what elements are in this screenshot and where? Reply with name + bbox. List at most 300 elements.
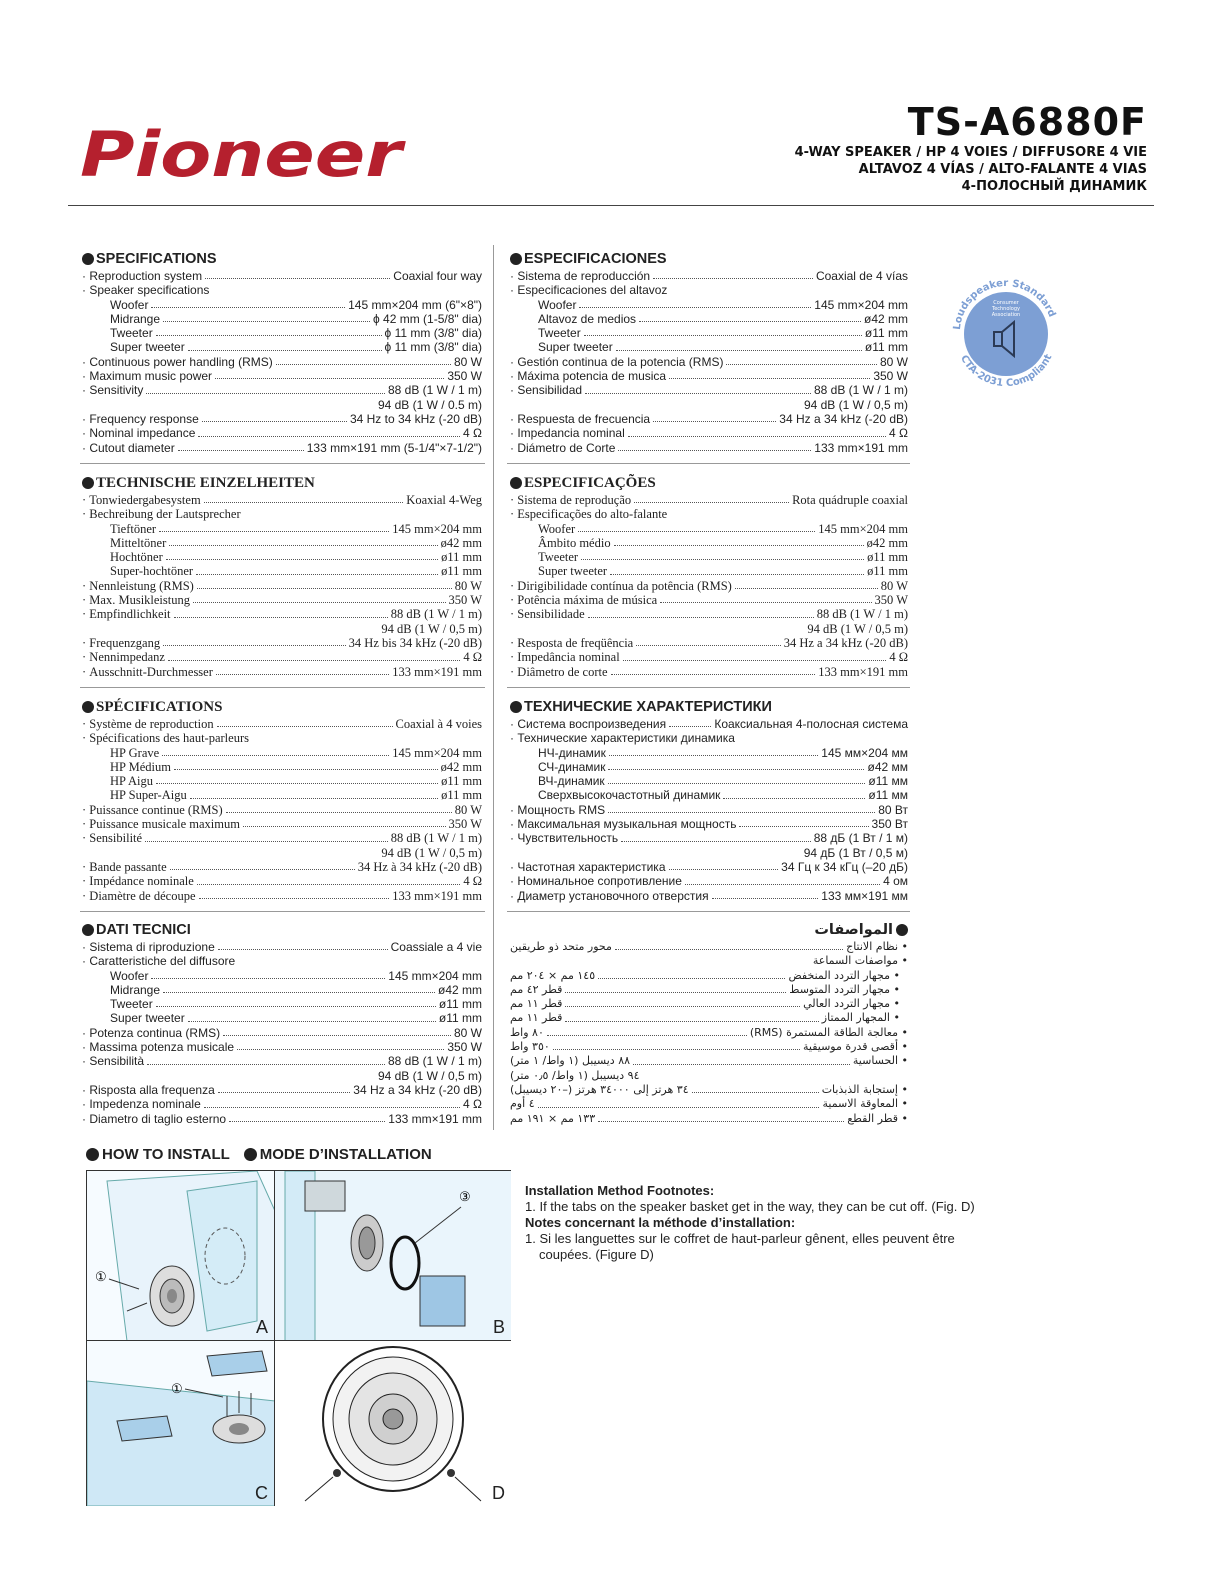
dot-leader (660, 593, 871, 603)
spec-row (82, 846, 482, 860)
spec-row (510, 1011, 908, 1025)
spec-value: 34 Hz to 34 kHz (-20 dB) (349, 411, 482, 426)
spec-value: 4 Ω (463, 1097, 482, 1112)
dot-leader (197, 874, 461, 884)
section-divider (80, 911, 485, 912)
spec-value: 4 Ω (889, 426, 908, 441)
spec-label: · Sistema de reprodução (510, 493, 631, 507)
spec-value: 34 Hz a 34 kHz (-20 dB) (353, 1082, 482, 1097)
section-title-de: TECHNISCHE EINZELHEITEN (82, 474, 482, 492)
figure-label-c: C (255, 1483, 268, 1503)
spec-value: 88 dB (1 W / 1 m) (813, 383, 908, 398)
dot-leader (565, 997, 800, 1007)
spec-row (82, 355, 482, 369)
dot-leader (538, 1097, 820, 1107)
dot-leader (151, 298, 345, 308)
spec-label: · Диаметр установочного отверстия (510, 889, 709, 903)
spec-row (82, 940, 482, 954)
spec-label: · Sistema de reproducción (510, 269, 650, 283)
spec-value: 94 dB (1 W / 0,5 m) (377, 1068, 482, 1083)
spec-row (510, 298, 908, 312)
spec-value: 34 Hz a 34 kHz (-20 dB) (783, 635, 908, 650)
spec-value: 145 mm×204 mm (814, 297, 908, 312)
dot-leader (215, 369, 444, 379)
dot-leader (735, 579, 878, 589)
section-title-ru: ТЕХНИЧЕСКИЕ ХАРАКТЕРИСТИКИ (510, 698, 908, 716)
spec-row (510, 426, 908, 440)
spec-label: · Impedância nominal (510, 650, 620, 664)
spec-row (510, 1054, 908, 1068)
spec-label: • مجهار التردد المتوسط (789, 983, 908, 997)
spec-row (82, 1097, 482, 1111)
spec-label: • أقصى قدرة موسيقية (803, 1040, 908, 1054)
spec-row (510, 1040, 908, 1054)
spec-row (510, 1097, 908, 1111)
spec-value: ٤ أوم (510, 1097, 535, 1111)
spec-label: · Dirigibilidade contínua da potência (RMS) (510, 579, 732, 593)
spec-row (510, 340, 908, 354)
spec-row (510, 636, 908, 650)
spec-label: · Impedancia nominal (510, 426, 625, 440)
dot-leader (588, 607, 814, 617)
spec-row (82, 1112, 482, 1126)
spec-label: · Nennleistung (RMS) (82, 579, 194, 593)
spec-value: 350 W (448, 817, 482, 832)
spec-label: • إستجابة الذبذبات (822, 1083, 908, 1097)
spec-value: Koaxial 4-Weg (406, 493, 482, 507)
dot-leader (636, 636, 780, 646)
dot-leader (565, 983, 786, 993)
spec-label: Super-hochtöner (110, 564, 194, 579)
figure-b-drawing (275, 1171, 511, 1341)
spec-value: 145 mm×204 mm (6"×8") (348, 297, 482, 312)
spec-label: · Nennimpedanz (82, 650, 165, 664)
badge-center-3: Association (991, 312, 1021, 318)
spec-label: · Ausschnitt-Durchmesser (82, 665, 213, 679)
spec-row (82, 1069, 482, 1083)
notes-en-item-1: 1. If the tabs on the speaker basket get in the way, they can be cut off. (Fig. D) (525, 1199, 975, 1214)
spec-label: HP Super-Aigu (110, 788, 187, 803)
brand-logo-text: Pioneer (80, 118, 407, 188)
spec-section-ru (510, 698, 908, 903)
spec-row (82, 1083, 482, 1097)
spec-value: 34 Hz a 34 kHz (-20 dB) (779, 411, 908, 426)
spec-value: ٣٤ هرتز إلى ٣٤٠٠٠ هرتز (–٢٠ ديسيبل) (510, 1082, 689, 1096)
figure-label-d: D (492, 1483, 505, 1503)
spec-label: · Bande passante (82, 860, 167, 874)
spec-row (510, 564, 908, 578)
spec-value: ϕ 11 mm (3/8" dia) (384, 340, 482, 355)
dot-leader (653, 412, 776, 422)
dot-leader (204, 493, 404, 503)
spec-row (510, 774, 908, 788)
bullet-icon (244, 1148, 257, 1161)
spec-row (82, 622, 482, 636)
spec-label: Tweeter (538, 550, 579, 565)
spec-row (82, 760, 482, 774)
spec-row (510, 983, 908, 997)
spec-row (82, 774, 482, 788)
dot-leader (151, 969, 385, 979)
spec-label: Super tweeter (538, 340, 613, 355)
spec-label: · Impedenza nominale (82, 1097, 201, 1111)
spec-label: HP Médium (110, 759, 171, 774)
spec-value: 34 Hz bis 34 kHz (-20 dB) (348, 635, 482, 650)
spec-label: · Continuous power handling (RMS) (82, 355, 273, 369)
spec-value: ø11 mm (864, 326, 908, 341)
section-divider (507, 463, 910, 464)
bullet-icon (82, 701, 94, 713)
spec-row (510, 1026, 908, 1040)
model-subtitle-3: 4-ПОЛОСНЫЙ ДИНАМИК (961, 179, 1147, 194)
pioneer-logo (80, 118, 410, 188)
spec-row (82, 326, 482, 340)
spec-label: ВЧ-динамик (538, 774, 605, 789)
badge-arc-top: Loudspeaker Standard (951, 277, 1058, 331)
figure-d-drawing (275, 1341, 511, 1506)
spec-row (510, 803, 908, 817)
dot-leader (196, 564, 438, 574)
spec-section-es (510, 250, 908, 455)
spec-value: 4 Ω (889, 650, 908, 665)
dot-leader (226, 803, 452, 813)
dot-leader (598, 1112, 844, 1122)
dot-leader (723, 788, 865, 798)
spec-value: Коаксиальная 4-полосная система (714, 717, 908, 731)
spec-value: ϕ 42 mm (1-5/8" dia) (372, 311, 482, 326)
spec-row (510, 746, 908, 760)
install-figures (86, 1170, 511, 1506)
dot-leader (229, 1112, 385, 1122)
dot-leader (163, 312, 370, 322)
spec-label: · Sensibilidade (510, 607, 585, 621)
dot-leader (685, 874, 880, 884)
notes-fr-title: Notes concernant la méthode d’installation: (525, 1215, 796, 1230)
dot-leader (166, 550, 438, 560)
spec-label: · Empfindlichkeit (82, 607, 171, 621)
spec-label: · Tonwiedergabesystem (82, 493, 201, 507)
spec-label: · Risposta alla frequenza (82, 1083, 215, 1097)
spec-label: СЧ-динамик (538, 759, 606, 774)
dot-leader (615, 940, 843, 950)
spec-label: · Maximum music power (82, 369, 212, 383)
spec-row (82, 636, 482, 650)
dot-leader (178, 441, 304, 451)
dot-leader (616, 340, 862, 350)
spec-label: • نظام الانتاج (846, 940, 908, 954)
spec-value: ø11 mm (438, 997, 482, 1012)
spec-label: Super tweeter (538, 564, 608, 579)
spec-label: · Cutout diameter (82, 441, 175, 455)
spec-row (510, 622, 908, 636)
spec-label: · Máxima potencia de musica (510, 369, 666, 383)
spec-value: 133 mm×191 mm (5-1/4"×7-1/2") (306, 440, 482, 455)
dot-leader (188, 1011, 436, 1021)
spec-section-fr (82, 698, 482, 903)
dot-leader (147, 1054, 385, 1064)
spec-value: 88 дБ (1 Вт / 1 м) (813, 831, 908, 846)
spec-section-ar (510, 921, 908, 1126)
spec-label: Woofer (110, 297, 149, 312)
spec-label: · Frequenzgang (82, 636, 160, 650)
spec-value: ø11 mm (441, 564, 482, 579)
model-subtitle-1: 4-WAY SPEAKER / HP 4 VOIES / DIFFUSORE 4 VIE (794, 145, 1147, 160)
spec-value: 94 дБ (1 Вт / 0,5 м) (803, 845, 908, 860)
dot-leader (199, 889, 390, 899)
section-title-en: SPECIFICATIONS (82, 250, 482, 268)
spec-label: Âmbito médio (538, 535, 611, 550)
spec-value: ø11 mm (441, 550, 482, 565)
figure-label-b: B (492, 1317, 505, 1337)
spec-value: قطر ١١ مم (510, 1011, 563, 1025)
badge-arc-bottom: CTA-2031 Compliant (958, 352, 1055, 390)
spec-value: Coassiale a 4 vie (390, 940, 482, 954)
spec-row (510, 269, 908, 283)
spec-value: ١٣٣ مم × ١٩١ مم (510, 1111, 596, 1125)
spec-value: ø11 mm (438, 1011, 482, 1026)
figure-a-drawing (87, 1171, 275, 1341)
spec-value: قطر ١١ مم (510, 997, 563, 1011)
spec-label: · Чувствительность (510, 831, 618, 845)
spec-value: Rota quádruple coaxial (792, 493, 908, 507)
spec-value: 80 W (454, 802, 482, 817)
spec-row (82, 340, 482, 354)
spec-label: Woofer (538, 521, 576, 536)
spec-row (510, 593, 908, 607)
spec-label: Super tweeter (110, 1011, 185, 1026)
dot-leader (639, 312, 861, 322)
spec-value: 350 W (447, 1040, 482, 1055)
spec-row (510, 607, 908, 621)
cta-compliance-badge (948, 270, 1063, 390)
spec-value: ø42 мм (867, 759, 908, 774)
bullet-icon (510, 701, 522, 713)
spec-label: · Massima potenza musicale (82, 1040, 234, 1054)
spec-value: 145 mm×204 mm (392, 745, 482, 760)
spec-label: НЧ-динамик (538, 745, 606, 760)
bullet-icon (82, 924, 94, 936)
dot-leader (578, 522, 815, 532)
spec-value: ø11 мм (868, 788, 908, 803)
callout-1b: ① (171, 1381, 183, 1396)
spec-value: 80 W (880, 578, 908, 593)
dot-leader (669, 717, 711, 727)
spec-row (510, 860, 908, 874)
dot-leader (159, 522, 389, 532)
dot-leader (170, 860, 355, 870)
section-title-pt: ESPECIFICAÇÕES (510, 474, 908, 492)
spec-value: ϕ 11 mm (3/8" dia) (384, 326, 482, 341)
spec-label: • مواصفات السماعة (813, 954, 908, 968)
spec-label: · Diamètre de découpe (82, 889, 196, 903)
spec-value: ø42 mm (863, 311, 908, 326)
spec-value: 88 dB (1 W / 1 m) (387, 1054, 482, 1069)
spec-row (82, 954, 482, 968)
dot-leader (669, 369, 870, 379)
spec-label: • قطر القطع (847, 1112, 908, 1126)
spec-value: 4 ом (883, 874, 908, 889)
dot-leader (611, 665, 816, 675)
spec-row (510, 522, 908, 536)
spec-value: ø11 mm (864, 340, 908, 355)
spec-row (82, 607, 482, 621)
spec-value: 34 Гц к 34 кГц (–20 дБ) (781, 859, 908, 874)
section-title-ar: المواصفات (510, 921, 908, 939)
spec-row (82, 817, 482, 831)
dot-leader (585, 383, 811, 393)
dot-leader (608, 803, 875, 813)
spec-label: · Puissance musicale maximum (82, 817, 240, 831)
model-name: TS-A6880F (907, 100, 1147, 144)
spec-value: 94 dB (1 W / 0,5 m) (381, 845, 482, 860)
spec-value: 145 mm×204 mm (818, 521, 908, 536)
spec-value: 133 mm×191 mm (814, 440, 908, 455)
spec-value: Coaxial four way (393, 269, 482, 283)
spec-value: ø42 mm (866, 535, 908, 550)
spec-value: 88 dB (1 W / 1 m) (390, 831, 482, 846)
spec-row (510, 760, 908, 774)
spec-value: 133 mm×191 mm (392, 888, 482, 903)
spec-row (82, 507, 482, 521)
spec-label: • المعاوقة الاسمية (822, 1097, 908, 1111)
bullet-icon (86, 1148, 99, 1161)
spec-label: Mitteltöner (110, 535, 167, 550)
spec-value: ø11 mm (867, 564, 908, 579)
model-block (795, 100, 1147, 195)
section-title-it: DATI TECNICI (82, 921, 482, 939)
install-title-en: HOW TO INSTALL (102, 1146, 230, 1163)
spec-row (82, 831, 482, 845)
dot-leader (216, 665, 389, 675)
spec-row (82, 1026, 482, 1040)
spec-value: Coaxial à 4 voies (395, 717, 482, 731)
spec-row (82, 1054, 482, 1068)
spec-label: · Sensibilidad (510, 383, 582, 397)
spec-value: 350 W (447, 369, 482, 384)
spec-label: · Sistema di riproduzione (82, 940, 215, 954)
spec-row (82, 1040, 482, 1054)
spec-label: · Максимальная музыкальная мощность (510, 817, 736, 831)
spec-value: ø11 mm (441, 788, 482, 803)
spec-label: · Система воспроизведения (510, 717, 666, 731)
spec-label: Woofer (538, 297, 577, 312)
spec-row (510, 536, 908, 550)
figure-b (275, 1171, 511, 1341)
spec-value: محور متحد ذو طريقين (510, 940, 612, 953)
dot-leader (156, 774, 438, 784)
spec-row (82, 665, 482, 679)
spec-label: · Sensibilité (82, 831, 142, 845)
spec-value: 350 Вт (871, 817, 908, 832)
install-notes (525, 1183, 995, 1263)
spec-label: Midrange (110, 311, 161, 326)
spec-label: · Respuesta de frecuencia (510, 412, 650, 426)
figure-c-drawing (87, 1341, 275, 1506)
spec-label: Midrange (110, 982, 161, 997)
spec-row (510, 507, 908, 521)
bullet-icon (510, 253, 522, 265)
spec-label: Сверхвысокочастотный динамик (538, 788, 721, 803)
bullet-icon (896, 924, 908, 936)
spec-label: • مجهار التردد العالي (803, 997, 908, 1011)
spec-row (82, 889, 482, 903)
spec-row (82, 522, 482, 536)
spec-value: 94 dB (1 W / 0,5 m) (803, 397, 908, 412)
spec-value: ٨٠ واط (510, 1025, 544, 1039)
spec-label: • الحساسية (853, 1054, 908, 1068)
spec-row (510, 579, 908, 593)
spec-section-it (82, 921, 482, 1126)
dot-leader (188, 340, 382, 350)
dot-leader (218, 1083, 351, 1093)
spec-label: · Max. Musikleistung (82, 593, 190, 607)
spec-label: Altavoz de medios (538, 311, 637, 326)
dot-leader (614, 536, 864, 546)
spec-label: · Diámetro de Corte (510, 441, 615, 455)
spec-row (510, 412, 908, 426)
badge-center-1: Consumer (993, 300, 1019, 306)
dot-leader (553, 1040, 800, 1050)
spec-value: 133 mm×191 mm (818, 664, 908, 679)
spec-section-pt (510, 474, 908, 679)
callout-3: ③ (459, 1189, 471, 1204)
spec-row (82, 283, 482, 297)
dot-leader (162, 746, 389, 756)
spec-value: 133 мм×191 мм (821, 888, 908, 903)
spec-value: ٩٤ ديسيبل (١ واط/ ٠٫٥ متر) (510, 1068, 640, 1082)
spec-row (510, 831, 908, 845)
header-divider (68, 205, 1154, 206)
dot-leader (169, 536, 437, 546)
section-title-fr: SPÉCIFICATIONS (82, 698, 482, 716)
dot-leader (634, 493, 789, 503)
section-divider (507, 687, 910, 688)
spec-value: ٨٨ ديسيبل (١ واط/ ١ متر) (510, 1054, 631, 1068)
spec-row (510, 846, 908, 860)
spec-label: · Nominal impedance (82, 426, 195, 440)
dot-leader (579, 298, 811, 308)
spec-row (82, 269, 482, 283)
dot-leader (218, 940, 388, 950)
spec-row (510, 398, 908, 412)
spec-row (510, 1069, 908, 1083)
dot-leader (584, 326, 862, 336)
figure-c (87, 1341, 275, 1506)
spec-label: · Bechreibung der Lautsprecher (82, 507, 241, 521)
dot-leader (621, 831, 811, 841)
spec-row (510, 312, 908, 326)
spec-row (510, 1112, 908, 1126)
dot-leader (163, 636, 346, 646)
spec-label: · Мощность RMS (510, 803, 605, 817)
spec-value: 94 dB (1 W / 0,5 m) (381, 621, 482, 636)
dot-leader (547, 1026, 747, 1036)
dot-leader (610, 564, 864, 574)
spec-label: · Reproduction system (82, 269, 202, 283)
spec-row (510, 969, 908, 983)
spec-row (82, 579, 482, 593)
spec-row (510, 283, 908, 297)
spec-row (82, 650, 482, 664)
spec-value: 94 dB (1 W / 0.5 m) (377, 397, 482, 412)
spec-row (510, 1083, 908, 1097)
dot-leader (197, 579, 452, 589)
spec-value: 88 dB (1 W / 1 m) (390, 607, 482, 622)
spec-value: 133 mm×191 mm (392, 664, 482, 679)
spec-row (82, 398, 482, 412)
spec-label: · Sensitivity (82, 383, 143, 397)
spec-row (82, 803, 482, 817)
